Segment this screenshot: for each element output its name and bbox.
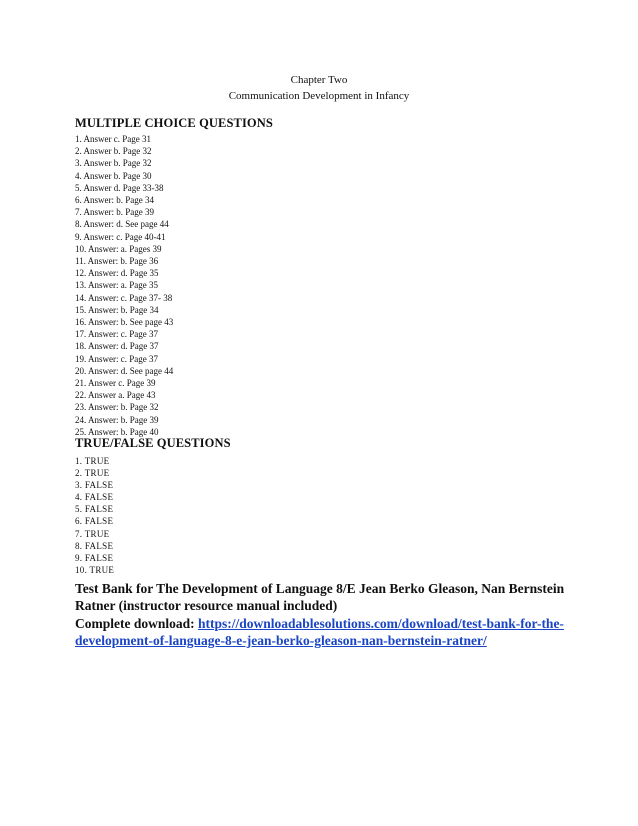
true-false-answer: 3. FALSE [75,480,114,491]
multiple-choice-heading: MULTIPLE CHOICE QUESTIONS [75,116,273,130]
multiple-choice-answer: 24. Answer: b. Page 39 [75,414,159,425]
multiple-choice-answer: 5. Answer d. Page 33-38 [75,182,164,193]
multiple-choice-answer: 21. Answer c. Page 39 [75,378,156,389]
true-false-answer: 8. FALSE [75,540,114,551]
multiple-choice-answer: 13. Answer: a. Page 35 [75,280,158,291]
chapter-title: Chapter Two [290,74,348,86]
multiple-choice-answer: 6. Answer: b. Page 34 [75,195,154,206]
multiple-choice-answer: 10. Answer: a. Pages 39 [75,243,162,254]
multiple-choice-answer: 14. Answer: c. Page 37- 38 [75,292,173,303]
true-false-answer: 4. FALSE [75,492,114,503]
true-false-answer: 1. TRUE [75,456,110,466]
download-label: Complete download: [75,615,199,631]
multiple-choice-answer: 11. Answer: b. Page 36 [75,256,159,267]
true-false-answer: 7. TRUE [75,528,110,539]
multiple-choice-answer: 9. Answer: c. Page 40-41 [75,231,166,242]
download-link[interactable]: https://downloadablesolutions.com/download/test-bank-for-the-development-of-language-8-e-jean-berko-gleason-nan-bernstein-ratner/ [75,615,564,648]
true-false-answer-list [75,455,114,576]
chapter-subtitle: Communication Development in Infancy [228,90,410,102]
multiple-choice-answer: 18. Answer: d. Page 37 [75,341,159,352]
multiple-choice-answer: 20. Answer: d. See page 44 [75,365,174,376]
multiple-choice-answer-list [75,133,173,438]
true-false-answer: 6. FALSE [75,516,114,527]
multiple-choice-answer: 25. Answer: b. Page 40 [75,426,159,437]
true-false-answer: 2. TRUE [75,468,110,479]
multiple-choice-answer: 12. Answer: d. Page 35 [75,268,159,279]
multiple-choice-answer: 16. Answer: b. See page 43 [75,317,174,328]
multiple-choice-answer: 22. Answer a. Page 43 [75,390,156,401]
multiple-choice-answer: 4. Answer b. Page 30 [75,170,152,181]
multiple-choice-answer: 23. Answer: b. Page 32 [75,402,159,413]
multiple-choice-answer: 17. Answer: c. Page 37 [75,329,158,340]
true-false-heading: TRUE/FALSE QUESTIONS [75,436,231,450]
multiple-choice-answer: 15. Answer: b. Page 34 [75,304,159,315]
test-bank-description: Test Bank for The Development of Language 8/E Jean Berko Gleason, Nan Bernstein Ratner (instructor resource manual included) [75,581,565,614]
true-false-answer: 9. FALSE [75,552,114,563]
multiple-choice-answer: 3. Answer b. Page 32 [75,158,152,169]
multiple-choice-answer: 19. Answer: c. Page 37 [75,353,158,364]
true-false-answer: 5. FALSE [75,504,114,515]
true-false-answer: 10. TRUE [75,564,115,575]
multiple-choice-answer: 1. Answer c. Page 31 [75,134,151,144]
multiple-choice-answer: 2. Answer b. Page 32 [75,146,152,157]
multiple-choice-answer: 7. Answer: b. Page 39 [75,207,154,218]
download-footer [75,580,575,649]
multiple-choice-answer: 8. Answer: d. See page 44 [75,219,169,230]
